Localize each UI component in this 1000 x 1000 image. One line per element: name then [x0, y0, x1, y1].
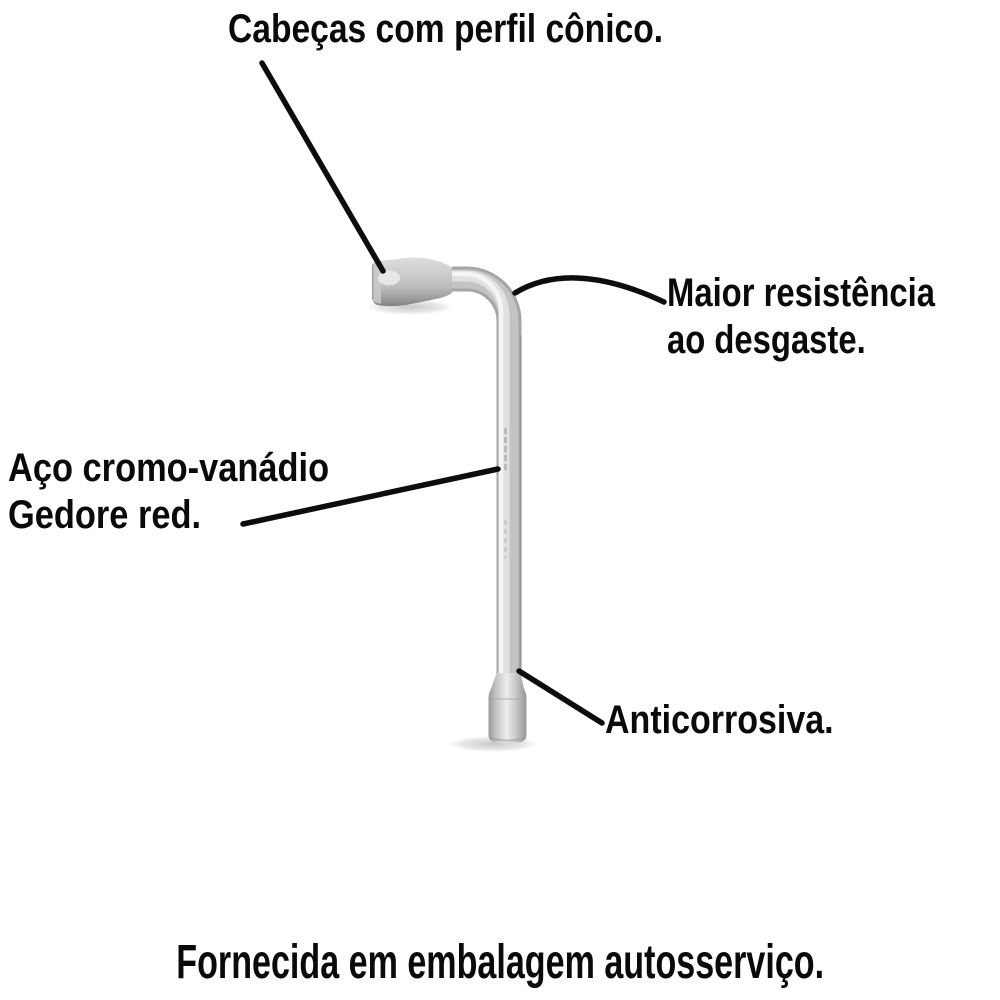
- annotation-packaging-label: Fornecida em embalagem autosserviço.: [176, 936, 824, 989]
- annotation-steel-material-label: Aço cromo-vanádio Gedore red.: [8, 446, 330, 537]
- annotation-anticorrosive-label: Anticorrosiva.: [605, 698, 834, 742]
- annotation-anticorrosive: [605, 697, 874, 744]
- annotation-conical-heads: [228, 6, 746, 53]
- annotation-wear-resistance-label: Maior resistência ao desgaste.: [667, 271, 935, 362]
- annotation-conical-heads-label: Cabeças com perfil cônico.: [228, 7, 664, 51]
- annotation-steel-material: [8, 445, 381, 539]
- wrench-bottom-socket: [489, 673, 527, 743]
- wrench-shaft: [452, 274, 521, 692]
- callout-line-top-head: [262, 63, 383, 271]
- annotation-packaging: [0, 937, 1000, 989]
- wrench-head-socket: [372, 258, 452, 307]
- l-socket-wrench-illustration: [366, 258, 539, 752]
- callout-line-anticorrosive: [519, 671, 602, 723]
- callout-lines: [243, 63, 664, 723]
- callout-line-wear-resistance: [515, 278, 664, 302]
- annotation-wear-resistance: [667, 270, 994, 364]
